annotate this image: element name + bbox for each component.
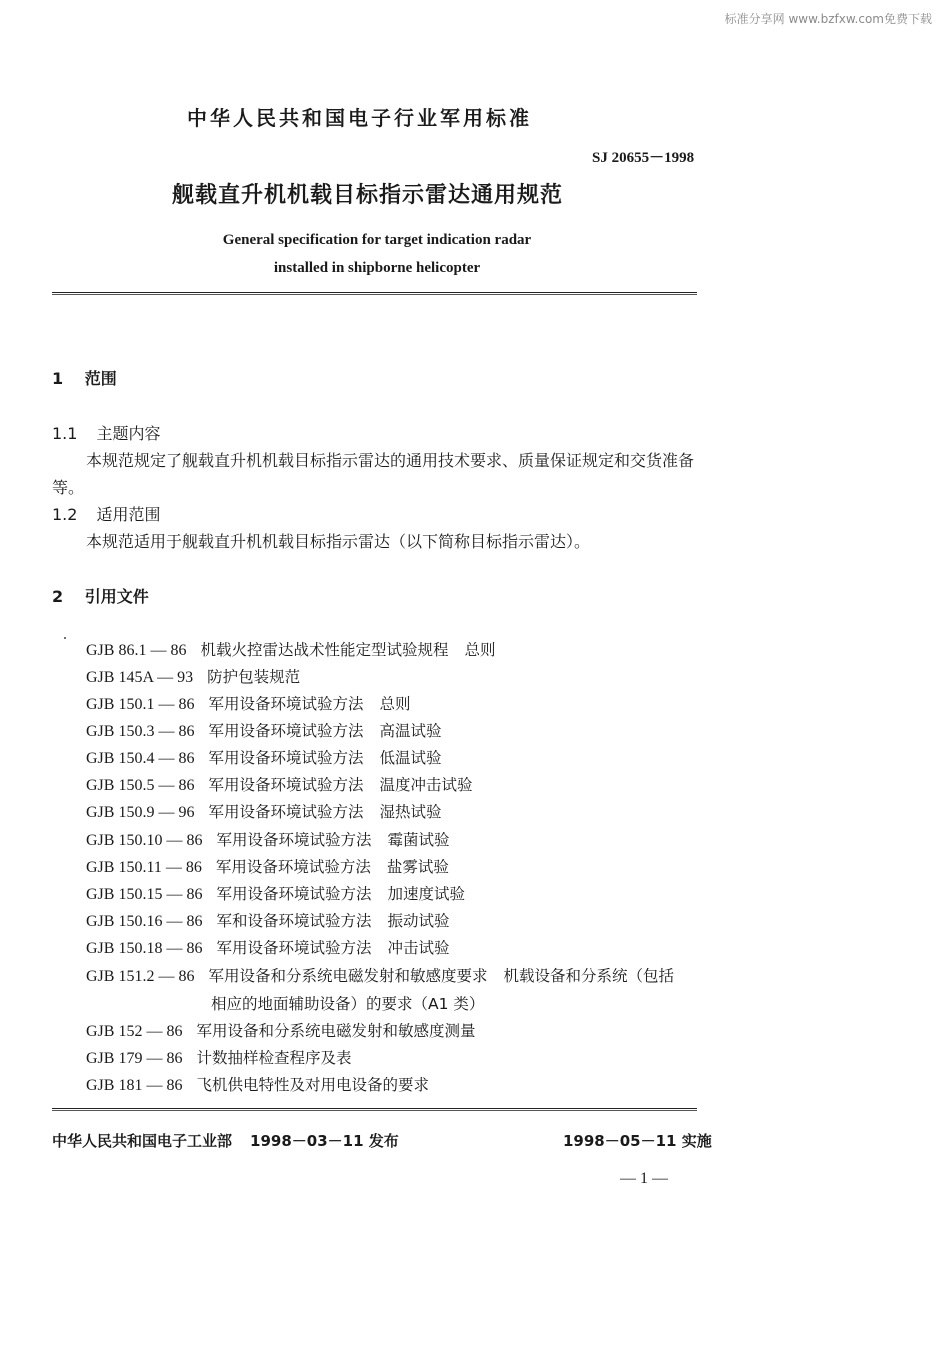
section-1-2-text: 本规范适用于舰载直升机机载目标指示雷达（以下简称目标指示雷达）。 [86, 532, 591, 551]
reference-item: GJB 145A — 93 防护包装规范 [86, 668, 301, 686]
header-divider [52, 292, 697, 295]
scan-speck [64, 637, 66, 639]
standard-number: SJ 20655－1998 [592, 150, 695, 166]
section-title: 范围 [84, 369, 117, 388]
reference-item: GJB 150.1 — 86 军用设备环境试验方法 总则 [86, 695, 411, 713]
reference-item: GJB 150.9 — 96 军用设备环境试验方法 湿热试验 [86, 803, 442, 821]
page-number: — 1 — [620, 1170, 668, 1187]
reference-item: GJB 150.11 — 86 军用设备环境试验方法 盐雾试验 [86, 858, 449, 876]
reference-item: GJB 150.5 — 86 军用设备环境试验方法 温度冲击试验 [86, 776, 473, 794]
section-number: 1 [52, 369, 64, 388]
section-title: 引用文件 [84, 587, 149, 606]
section-number: 1.2 [52, 505, 78, 524]
section-number: 1.1 [52, 424, 78, 443]
reference-item: GJB 86.1 — 86 机载火控雷达战术性能定型试验规程 总则 [86, 641, 496, 659]
reference-item: GJB 150.15 — 86 军用设备环境试验方法 加速度试验 [86, 885, 465, 903]
section-1-1-text-line1: 本规范规定了舰载直升机机载目标指示雷达的通用技术要求、质量保证规定和交货准备 [86, 451, 695, 470]
reference-item: GJB 179 — 86 计数抽样检查程序及表 [86, 1049, 352, 1067]
document-title-en-line1: General specification for target indication radar [222, 232, 532, 248]
watermark: 标准分享网 www.bzfxw.com免费下载 [724, 12, 932, 26]
reference-item: GJB 152 — 86 军用设备和分系统电磁发射和敏感度测量 [86, 1022, 476, 1040]
reference-item: GJB 150.3 — 86 军用设备环境试验方法 高温试验 [86, 722, 442, 740]
footer-divider [52, 1108, 697, 1111]
reference-item-continuation: 相应的地面辅助设备）的要求（A1 类） [211, 995, 485, 1013]
section-1-1-heading [52, 421, 161, 444]
section-1-2-heading [52, 502, 161, 525]
section-1-heading [52, 366, 117, 389]
document-title-cn: 舰载直升机机载目标指示雷达通用规范 [172, 183, 564, 208]
section-2-heading [52, 584, 149, 607]
section-title: 适用范围 [96, 505, 161, 524]
footer-effective-date: 1998－05－11 实施 [563, 1132, 712, 1150]
section-1-1-text-line2: 等。 [52, 478, 85, 497]
reference-item: GJB 150.10 — 86 军用设备环境试验方法 霉菌试验 [86, 831, 450, 849]
section-number: 2 [52, 587, 64, 606]
org-title: 中华人民共和国电子行业军用标准 [187, 106, 532, 130]
document-title-en-line2: installed in shipborne helicopter [273, 260, 481, 276]
reference-item: GJB 150.16 — 86 军和设备环境试验方法 振动试验 [86, 912, 450, 930]
reference-item: GJB 151.2 — 86 军用设备和分系统电磁发射和敏感度要求 机载设备和分系统（包括 [86, 967, 674, 985]
reference-item: GJB 181 — 86 飞机供电特性及对用电设备的要求 [86, 1076, 429, 1094]
reference-item: GJB 150.18 — 86 军用设备环境试验方法 冲击试验 [86, 939, 450, 957]
section-title: 主题内容 [96, 424, 161, 443]
reference-item: GJB 150.4 — 86 军用设备环境试验方法 低温试验 [86, 749, 442, 767]
footer-issuer: 中华人民共和国电子工业部 1998－03－11 发布 [52, 1132, 399, 1150]
